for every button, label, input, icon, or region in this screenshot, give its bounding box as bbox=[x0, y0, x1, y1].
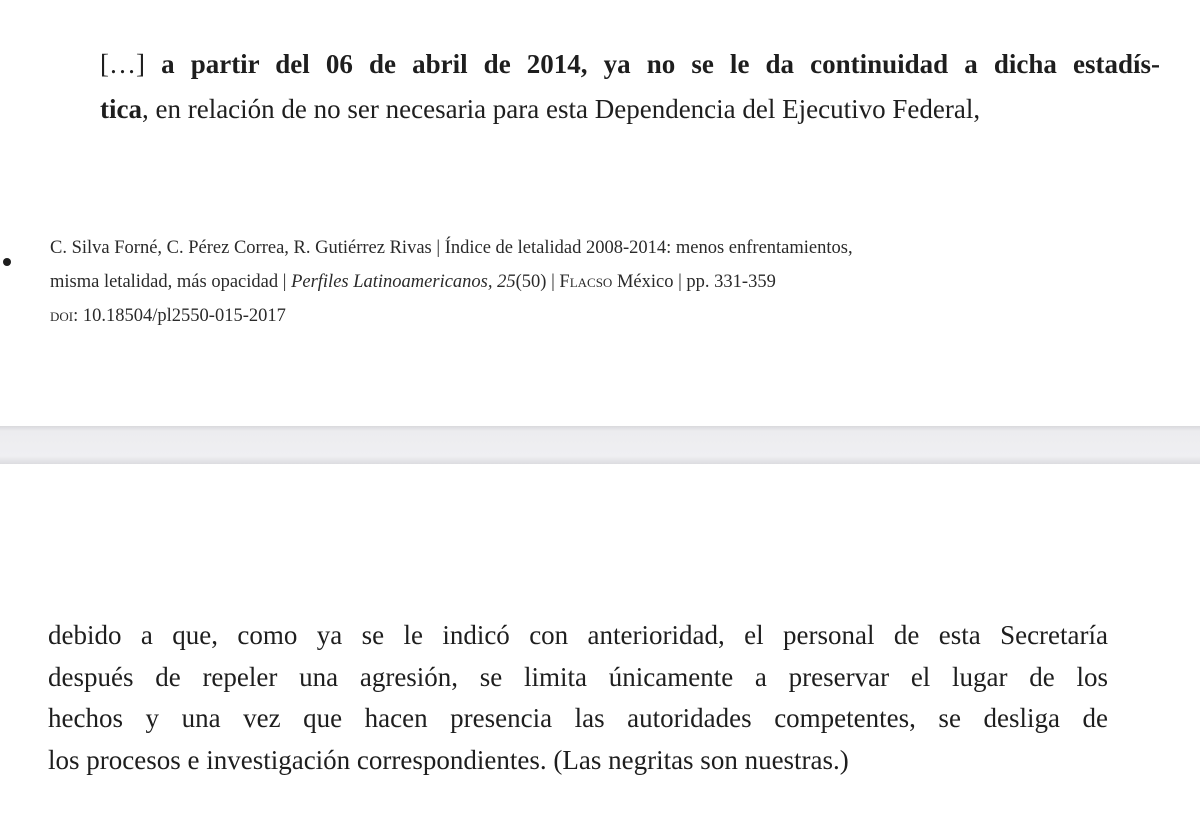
margin-bullet-icon bbox=[3, 258, 11, 266]
page-separator bbox=[0, 426, 1200, 464]
journal-name: Perfiles Latinoamericanos, 25 bbox=[291, 272, 516, 292]
publisher-pages: México | pp. 331-359 bbox=[612, 272, 776, 292]
citation-line-2 bbox=[50, 265, 1160, 299]
body-line: los procesos e investigación correspondientes. (Las negritas son nuestras.) bbox=[48, 744, 849, 775]
doi-value: : 10.18504/pl2550-015-2017 bbox=[73, 306, 286, 326]
body-paragraph bbox=[48, 615, 1108, 781]
quote-bold-text: a partir del 06 de abril de 2014, ya no se le da continuidad a dicha estadís- bbox=[161, 49, 1161, 79]
citation-title-end: misma letalidad, más opacidad | bbox=[50, 272, 292, 292]
body-line: después de repeler una agresión, se limita únicamente a preservar el lugar de los bbox=[48, 661, 1108, 692]
quote-ellipsis: […] bbox=[100, 49, 162, 79]
publisher-name: Flacso bbox=[559, 272, 613, 292]
quote-regular-text: , en relación de no ser necesaria para esta Dependencia del Ejecutivo Federal, bbox=[141, 94, 981, 124]
citation-line-1: C. Silva Forné, C. Pérez Correa, R. Gutiérrez Rivas | Índice de letalidad 2008-2014: menos enfrentamientos, bbox=[50, 238, 853, 258]
block-quote bbox=[100, 42, 1160, 132]
page-footer-citation bbox=[50, 231, 1160, 333]
doi-label: doi bbox=[50, 306, 74, 326]
body-line: debido a que, como ya se le indicó con anterioridad, el personal de esta Secretaría bbox=[48, 620, 1108, 650]
quote-line-2 bbox=[100, 87, 1160, 132]
journal-issue: (50) | bbox=[515, 272, 560, 292]
body-line: hechos y una vez que hacen presencia las autoridades competentes, se desliga de bbox=[48, 703, 1108, 733]
quote-line-1 bbox=[100, 42, 1160, 87]
citation-doi bbox=[50, 299, 1160, 333]
quote-bold-word: tica bbox=[100, 94, 142, 124]
